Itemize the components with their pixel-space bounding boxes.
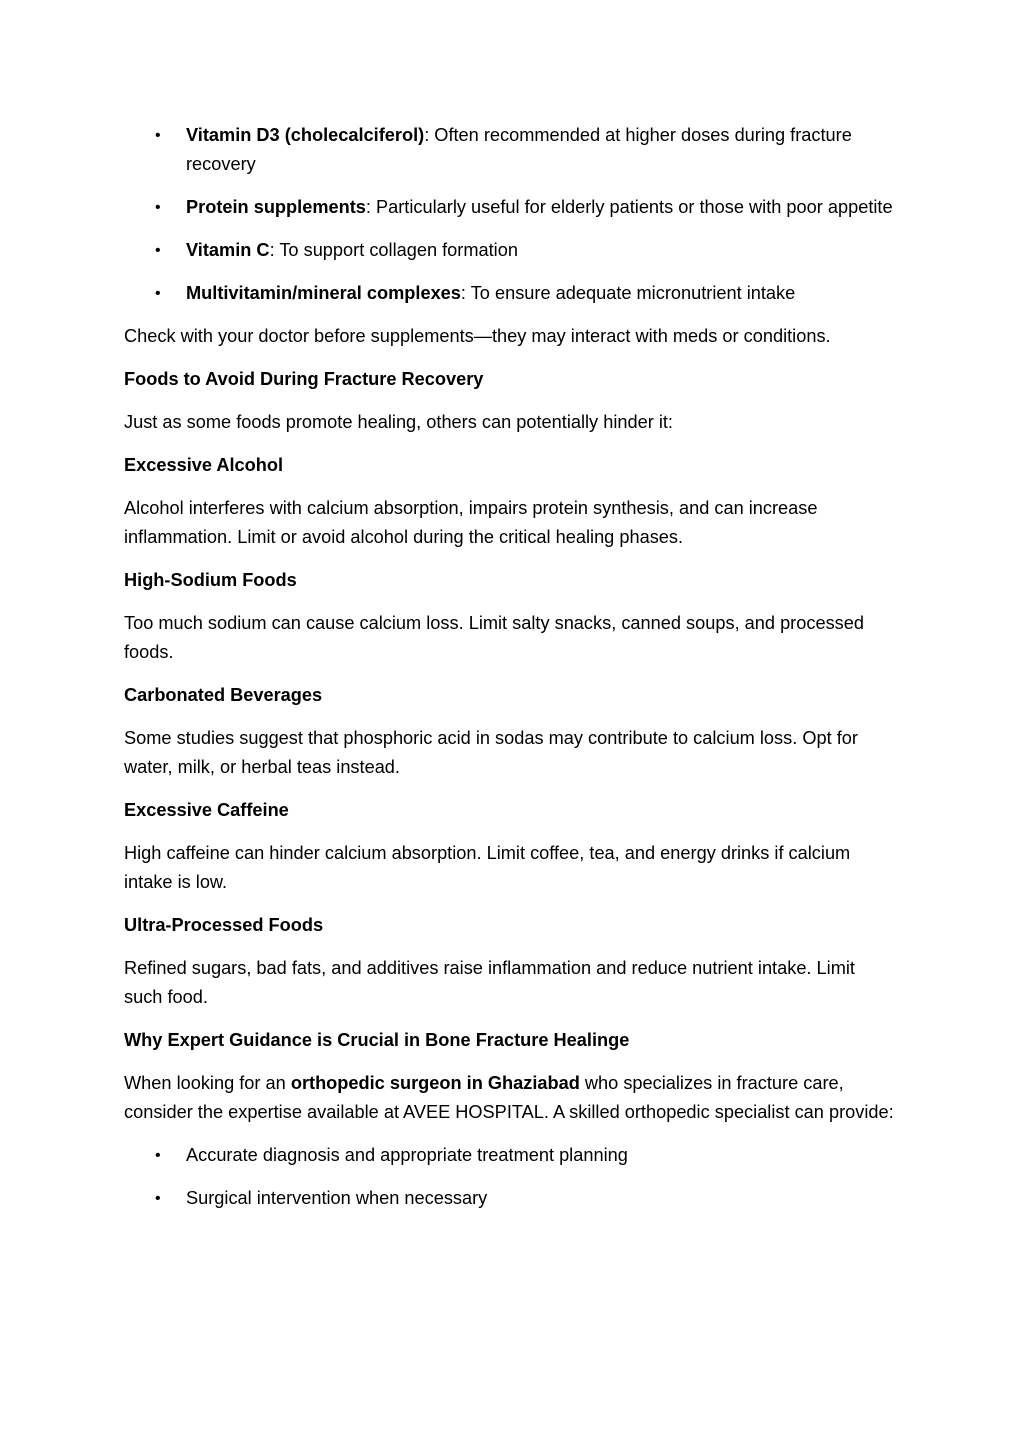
specialist-benefits-list [124,1141,894,1213]
list-item-desc: : Often recommended at higher doses during fracture recovery [186,125,852,174]
subsection-heading: Ultra-Processed Foods [124,915,324,935]
guidance-text-bold: orthopedic surgeon in Ghaziabad [290,1073,580,1093]
list-item [124,1184,894,1213]
list-item-text: Accurate diagnosis and appropriate treatment planning [186,1145,628,1165]
guidance-paragraph [124,1069,894,1127]
subsection-body: Some studies suggest that phosphoric acid in sodas may contribute to calcium loss. Opt for water, milk, or herbal teas instead. [124,728,858,777]
supplement-list [124,121,894,308]
list-item-desc: : To ensure adequate micronutrient intake [460,283,796,303]
subsection-heading: High-Sodium Foods [124,570,297,590]
list-item [124,236,894,265]
guidance-text-before: When looking for an [124,1073,291,1093]
list-item [124,121,894,179]
section-intro: Just as some foods promote healing, others can potentially hinder it: [124,412,673,432]
list-item-desc: : Particularly useful for elderly patients or those with poor appetite [365,197,893,217]
list-item-term: Protein supplements [186,197,366,217]
bullet-icon: • [155,199,161,216]
list-item [124,193,894,222]
document-page [124,121,894,1227]
subsection-body: Too much sodium can cause calcium loss. Limit salty snacks, canned soups, and processed foods. [124,613,864,662]
list-item-desc: : To support collagen formation [269,240,518,260]
list-item-term: Vitamin D3 (cholecalciferol) [186,125,425,145]
bullet-icon: • [155,242,161,259]
subsection-heading: Carbonated Beverages [124,685,323,705]
list-item [124,1141,894,1170]
subsection-body: Refined sugars, bad fats, and additives raise inflammation and reduce nutrient intake. Limit such food. [124,958,855,1007]
supplement-note: Check with your doctor before supplements—they may interact with meds or conditions. [124,326,831,346]
subsection-body: High caffeine can hinder calcium absorption. Limit coffee, tea, and energy drinks if calcium intake is low. [124,843,851,892]
bullet-icon: • [155,1147,161,1164]
list-item-term: Multivitamin/mineral complexes [186,283,461,303]
bullet-icon: • [155,1190,161,1207]
section-heading: Why Expert Guidance is Crucial in Bone Fracture Healinge [124,1030,630,1050]
subsection-heading: Excessive Alcohol [124,455,284,475]
list-item-term: Vitamin C [186,240,270,260]
bullet-icon: • [155,127,161,144]
subsection-heading: Excessive Caffeine [124,800,289,820]
section-heading: Foods to Avoid During Fracture Recovery [124,369,484,389]
bullet-icon: • [155,285,161,302]
list-item [124,279,894,308]
guidance-text-after: who specializes in fracture care, consider the expertise available at AVEE HOSPITAL. A skilled orthopedic specialist can provide: [124,1073,894,1122]
subsection-body: Alcohol interferes with calcium absorption, impairs protein synthesis, and can increase inflammation. Limit or avoid alcohol during the critical healing phases. [124,498,818,547]
list-item-text: Surgical intervention when necessary [186,1188,488,1208]
